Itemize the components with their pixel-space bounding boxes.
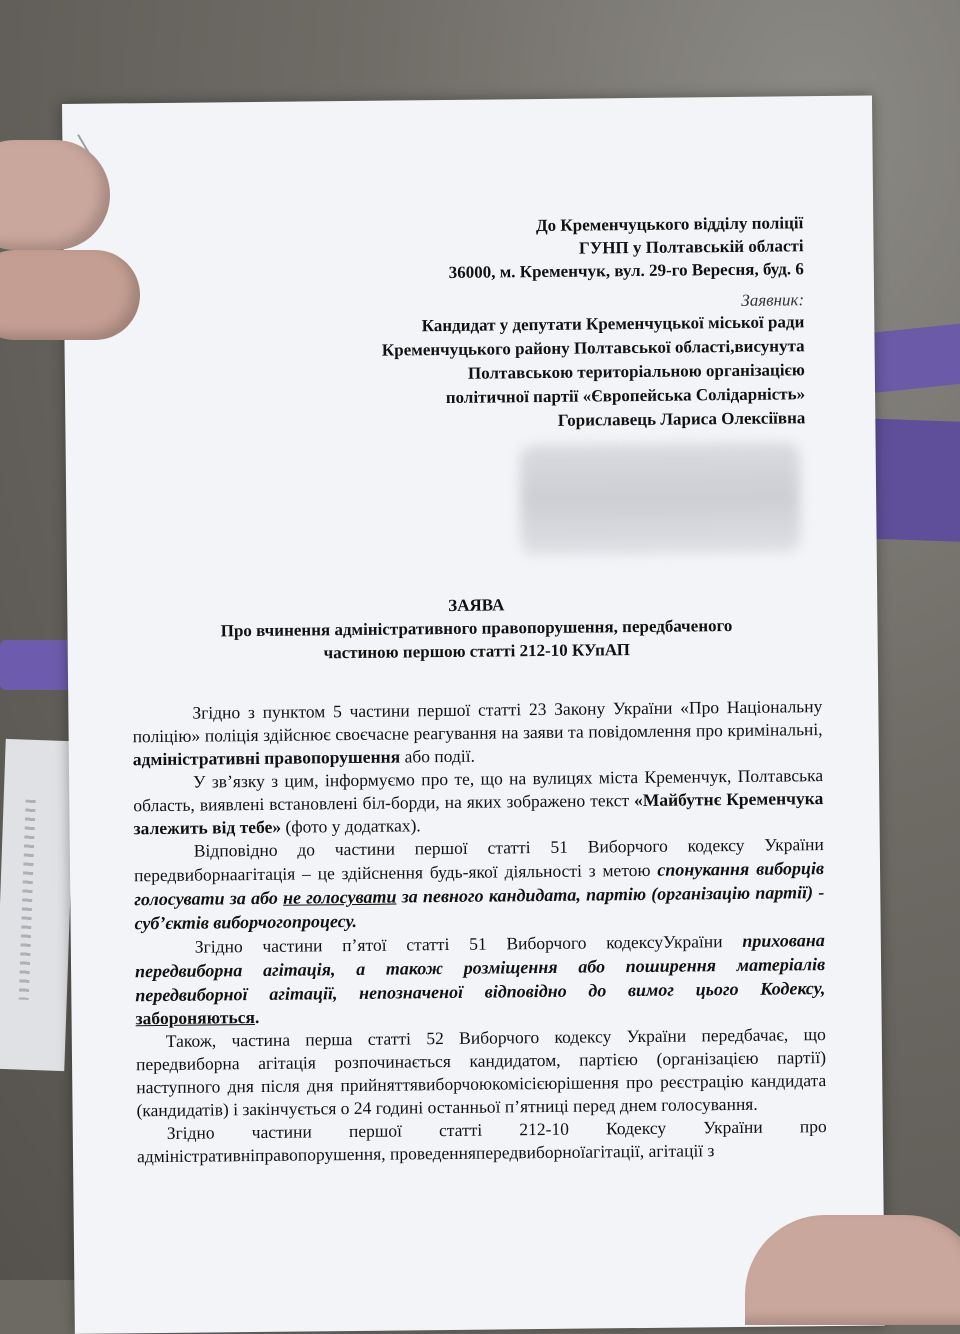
- addressee-block: [127, 211, 818, 287]
- hand-finger: [745, 1215, 960, 1325]
- document-content: [127, 211, 827, 1168]
- applicant-block: [128, 310, 819, 437]
- subtitle-line: Про вчинення адміністративного правопорушення, передбаченого: [220, 616, 733, 641]
- paragraph: Відповідно до частини першої статті 51 Виборчого кодексу України передвиборнаагітація – це здійснення будь-якої діяльності з метою спонукання виборців голосувати за або не голосувати за певного кандидата, партію (організацію партії) - суб’єктів виборчогопроцесу.: [133, 834, 825, 934]
- document-sheet: [62, 96, 885, 1334]
- paragraph: Згідно з пунктом 5 частини першої статті 23 Закону України «Про Національну поліцію» поліція здійснює своєчасне реагування на заяви та повідомлення про кримінальні, адміністративні правопорушення або події.: [132, 696, 823, 770]
- applicant-label: Заявник:: [741, 290, 805, 310]
- hand-finger: [0, 140, 110, 250]
- redacted-contact-info: [520, 442, 801, 555]
- document-title: ЗАЯВА: [448, 595, 505, 615]
- addressee-line: 36000, м. Кременчук, вул. 29-го Вересня, буд. 6: [448, 259, 804, 282]
- hand-finger: [0, 250, 140, 340]
- paragraph: Згідно частини першої статті 212-10 Кодексу України про адміністративніправопорушення, проведенняпередвиборноїагітації, агітації з: [136, 1116, 827, 1167]
- applicant-line: Кременчуцького району Полтавської області,висунута: [381, 336, 805, 360]
- paragraph: Згідно частини п’ятої статті 51 Виборчого кодексуУкраїни прихована передвиборна агітація, а також розміщення або поширення матеріалів передвиборної агітації, непозначеної відповідно до вимог цього Кодексу, забороняються.: [134, 930, 826, 1029]
- paragraph: Також, частина перша статті 52 Виборчого кодексу України передбачає, що передвиборна агітація розпочинається кандидатом, партією (організацією партії) наступного дня після дня прийняттявиборчоюкомісієюрішення про реєстрацію кандидата (кандидатів) і закінчується о 24 годині останньої п’ятниці перед днем голосування.: [135, 1024, 827, 1121]
- background-paper: [0, 739, 76, 1071]
- addressee-line: До Кременчуцького відділу поліції: [535, 213, 804, 236]
- applicant-line: Гориславець Лариса Олексіївна: [557, 408, 806, 430]
- subtitle-line: частиною першою статті 212-10 КУпАП: [323, 640, 631, 663]
- applicant-line: політичної партії «Європейська Солідарність»: [445, 384, 806, 407]
- applicant-line: Полтавською територіальною організацією: [467, 360, 805, 383]
- document-subtitle: [131, 613, 821, 666]
- paragraph: У зв’язку з цим, інформуємо про те, що на вулицях міста Кременчук, Полтавська область, виявлені встановлені біл-борди, на яких зображено текст «Майбутнє Кременчука залежить від тебе» (фото у додатках).: [133, 765, 824, 839]
- applicant-line: Кандидат у депутати Кременчуцької міської ради: [421, 312, 805, 336]
- addressee-line: ГУНП у Полтавській області: [578, 236, 804, 258]
- document-body: [132, 695, 827, 1168]
